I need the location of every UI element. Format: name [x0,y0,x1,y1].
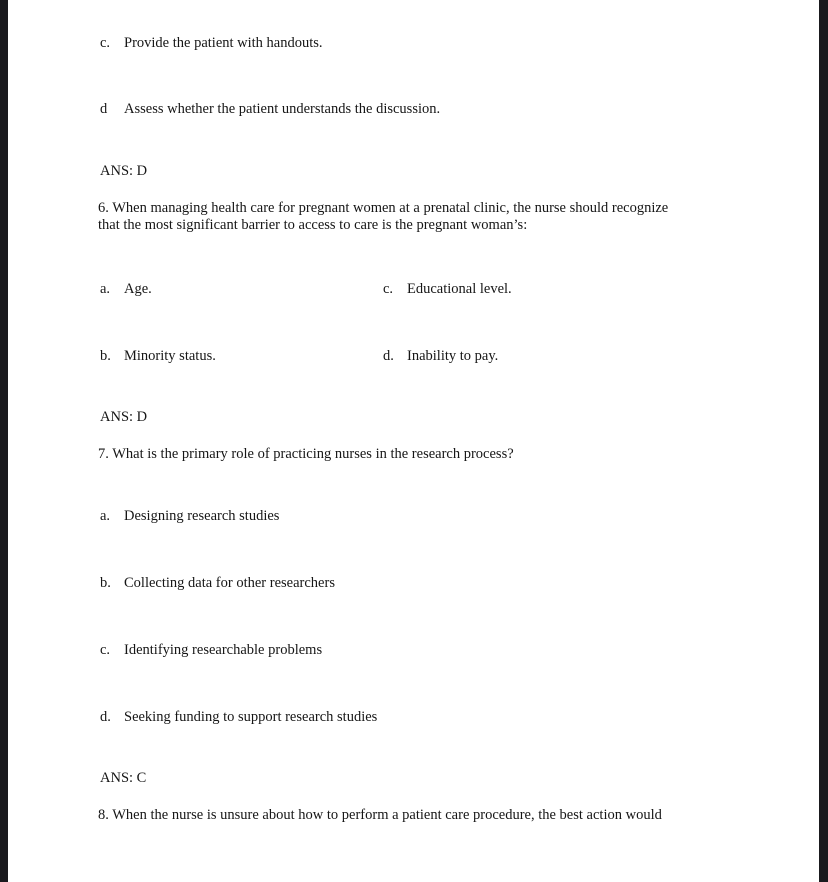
option-letter: d. [100,709,111,725]
option-text: Age. [124,281,152,297]
option-text: Identifying researchable problems [124,642,323,658]
option-text: Assess whether the patient understands the discussion. [124,101,441,117]
question-8-text: 8. When the nurse is unsure about how to perform a patient care procedure, the best action would [98,807,662,823]
option-letter: a. [100,281,111,297]
option-letter: b. [100,348,111,364]
option-letter: d. [383,348,394,364]
option-letter: d [100,101,108,117]
option-text: Inability to pay. [407,348,499,364]
answer-option-a [100,508,740,525]
page-right-edge-bar [819,0,828,882]
answer-option-b [100,575,740,592]
answer-line-q6: ANS: D [100,409,148,425]
option-text: Designing research studies [124,508,280,524]
answer-line-q5: ANS: D [100,163,148,179]
answer-option-d [383,348,800,365]
answer-option-c [383,281,800,298]
option-text: Collecting data for other researchers [124,575,335,591]
option-text: Educational level. [407,281,512,297]
answer-option-d-prev [100,101,440,118]
answer-option-a [100,281,383,298]
option-letter: c. [100,35,111,51]
question-7-text: 7. What is the primary role of practicing nurses in the research process? [98,446,514,462]
page-left-edge-bar [0,0,8,882]
question-6-options-row-1 [100,281,800,298]
option-letter: c. [100,642,111,658]
question-6-options-row-2 [100,348,800,365]
answer-option-b [100,348,383,365]
option-letter: c. [383,281,394,297]
answer-option-c-prev [100,35,323,52]
option-letter: a. [100,508,111,524]
answer-line-q7: ANS: C [100,770,147,786]
option-letter: b. [100,575,111,591]
question-6-text: 6. When managing health care for pregnant women at a prenatal clinic, the nurse should recognize that the most significant barrier to access to care is the pregnant woman’s: [98,200,669,234]
option-text: Provide the patient with handouts. [124,35,323,51]
option-text: Seeking funding to support research studies [124,709,378,725]
option-text: Minority status. [124,348,216,364]
answer-option-d [100,709,740,726]
answer-option-c [100,642,740,659]
